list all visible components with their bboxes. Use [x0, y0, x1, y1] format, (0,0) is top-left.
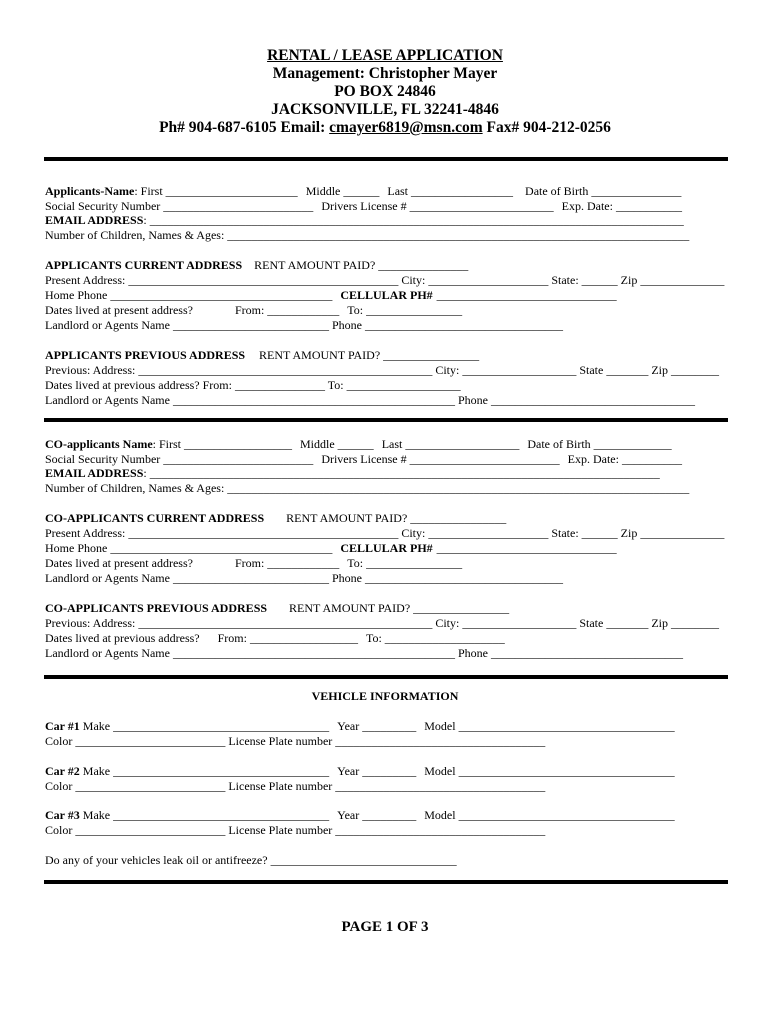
coapplicant-ssn-row [45, 452, 682, 467]
co-present-to-field[interactable]: To: ________________ [347, 556, 463, 570]
car-make-field[interactable]: Make ____________________________________ [79, 808, 330, 822]
co-previous-heading-row [45, 601, 509, 616]
co-present-address-field[interactable]: Present Address: _____________________________________________ City: ____________________ State: ______ Zip ______________ [45, 526, 725, 540]
city-line: JACKSONVILLE, FL 32241-4846 [271, 101, 499, 118]
co-current-landlord-field[interactable]: Landlord or Agents Name __________________________ Phone _________________________________ [45, 571, 563, 585]
co-dob-field[interactable]: Date of Birth _____________ [527, 437, 672, 451]
co-exp-date-field[interactable]: Exp. Date: __________ [567, 452, 682, 466]
co-email-field[interactable]: : _____________________________________________________________________________________ [143, 466, 660, 480]
first-name-field[interactable]: : First ______________________ [134, 184, 298, 198]
title-text: RENTAL / LEASE APPLICATION [267, 47, 503, 64]
divider [44, 675, 728, 679]
dob-field[interactable]: Date of Birth _______________ [525, 184, 682, 198]
applicant-children-row[interactable]: Number of Children, Names & Ages: _____________________________________________________________________________ [45, 228, 690, 242]
co-previous-from-field[interactable]: From: __________________ [217, 631, 358, 645]
phone-text: Ph# 904-687-6105 Email: [159, 119, 326, 136]
co-email-label: EMAIL ADDRESS [45, 466, 144, 480]
current-rent-field[interactable]: RENT AMOUNT PAID? _______________ [254, 258, 469, 272]
co-current-rent-field[interactable]: RENT AMOUNT PAID? ________________ [286, 511, 507, 525]
divider [44, 880, 728, 884]
previous-rent-field[interactable]: RENT AMOUNT PAID? ________________ [259, 348, 480, 362]
drivers-license-field[interactable]: Drivers License # ________________________ [321, 199, 554, 213]
applicant-name-label: Applicants-Name [45, 184, 135, 198]
previous-address-heading: APPLICANTS PREVIOUS ADDRESS [45, 348, 246, 362]
car-make-field[interactable]: Make ____________________________________ [79, 719, 330, 733]
email-field[interactable]: : _________________________________________________________________________________________ [143, 213, 684, 227]
current-address-heading: APPLICANTS CURRENT ADDRESS [45, 258, 243, 272]
current-landlord-field[interactable]: Landlord or Agents Name __________________________ Phone _________________________________ [45, 318, 563, 332]
co-current-heading-row [45, 511, 506, 526]
car-make-row [45, 764, 675, 779]
co-cellular-field[interactable]: ______________________________ [436, 541, 617, 555]
page-number: PAGE 1 OF 3 [341, 919, 429, 935]
applicant-ssn-row [45, 199, 682, 214]
present-dates-label: Dates lived at present address? [45, 303, 193, 317]
coapplicant-email-row [45, 466, 660, 481]
email-link[interactable]: cmayer6819@msn.com [329, 119, 483, 136]
car-make-field[interactable]: Make ____________________________________ [79, 764, 330, 778]
co-present-dates-label: Dates lived at present address? [45, 556, 193, 570]
divider [44, 418, 728, 422]
previous-landlord-field[interactable]: Landlord or Agents Name _______________________________________________ Phone __________________________________ [45, 393, 695, 407]
last-name-field[interactable]: Last _________________ [387, 184, 514, 198]
co-present-dates-row [45, 556, 462, 571]
co-present-from-field[interactable]: From: ____________ [234, 556, 340, 570]
previous-dates-field[interactable]: Dates lived at previous address? From: _______________ To: ___________________ [45, 378, 461, 392]
applicant-email-row [45, 213, 684, 228]
car-model-field[interactable]: Model ____________________________________ [424, 808, 675, 822]
car-year-field[interactable]: Year _________ [337, 764, 417, 778]
present-from-field[interactable]: From: ____________ [234, 303, 340, 317]
co-previous-heading: CO-APPLICANTS PREVIOUS ADDRESS [45, 601, 268, 615]
ssn-field[interactable]: Social Security Number _________________________ [45, 199, 314, 213]
car-label: Car #1 [45, 719, 80, 733]
co-ssn-field[interactable]: Social Security Number _________________________ [45, 452, 314, 466]
present-dates-row [45, 303, 462, 318]
co-previous-rent-field[interactable]: RENT AMOUNT PAID? ________________ [289, 601, 510, 615]
divider [44, 157, 728, 161]
contact-line [0, 119, 770, 137]
document-title [0, 47, 770, 65]
pobox-line: PO BOX 24846 [334, 83, 436, 100]
co-middle-name-field[interactable]: Middle ______ [300, 437, 374, 451]
co-home-phone-field[interactable]: Home Phone _____________________________________ [45, 541, 333, 555]
fax-text: Fax# 904-212-0256 [486, 119, 611, 136]
co-previous-to-field[interactable]: To: ____________________ [365, 631, 505, 645]
co-first-name-field[interactable]: : First __________________ [152, 437, 293, 451]
vehicle-leak-field[interactable]: Do any of your vehicles leak oil or antifreeze? _______________________________ [45, 853, 457, 867]
car-color-field[interactable]: Color _________________________ License Plate number ___________________________________ [45, 734, 546, 748]
previous-address-field[interactable]: Previous: Address: _________________________________________________ City: ___________________ State _______ Zip ________ [45, 363, 719, 377]
vehicle-heading: VEHICLE INFORMATION [311, 689, 459, 703]
applicant-name-row [45, 184, 681, 199]
current-address-heading-row [45, 258, 468, 273]
car-year-field[interactable]: Year _________ [337, 808, 417, 822]
cellular-label: CELLULAR PH# [340, 288, 433, 302]
car-year-field[interactable]: Year _________ [337, 719, 417, 733]
cellular-field[interactable]: ______________________________ [436, 288, 617, 302]
email-label: EMAIL ADDRESS [45, 213, 144, 227]
co-previous-dates-label: Dates lived at previous address? [45, 631, 200, 645]
co-current-heading: CO-APPLICANTS CURRENT ADDRESS [45, 511, 265, 525]
exp-date-field[interactable]: Exp. Date: ___________ [561, 199, 682, 213]
co-cellular-label: CELLULAR PH# [340, 541, 433, 555]
present-to-field[interactable]: To: ________________ [347, 303, 463, 317]
previous-address-heading-row [45, 348, 479, 363]
car-make-row [45, 719, 675, 734]
co-last-name-field[interactable]: Last ___________________ [381, 437, 520, 451]
car-color-field[interactable]: Color _________________________ License Plate number ___________________________________ [45, 823, 546, 837]
car-model-field[interactable]: Model ____________________________________ [424, 764, 675, 778]
co-previous-landlord-field[interactable]: Landlord or Agents Name _______________________________________________ Phone ________________________________ [45, 646, 683, 660]
car-label: Car #3 [45, 808, 80, 822]
present-address-field[interactable]: Present Address: _____________________________________________ City: ____________________ State: ______ Zip ______________ [45, 273, 725, 287]
car-model-field[interactable]: Model ____________________________________ [424, 719, 675, 733]
car-label: Car #2 [45, 764, 80, 778]
co-drivers-license-field[interactable]: Drivers License # _________________________ [321, 452, 560, 466]
co-previous-dates-row [45, 631, 505, 646]
coapplicant-name-label: CO-applicants Name [45, 437, 153, 451]
co-home-phone-row [45, 541, 617, 556]
car-color-field[interactable]: Color _________________________ License Plate number ___________________________________ [45, 779, 546, 793]
car-make-row [45, 808, 675, 823]
coapplicant-children-row[interactable]: Number of Children, Names & Ages: _____________________________________________________________________________ [45, 481, 690, 495]
management-line: Management: Christopher Mayer [272, 65, 498, 82]
middle-name-field[interactable]: Middle ______ [305, 184, 380, 198]
coapplicant-name-row [45, 437, 672, 452]
home-phone-field[interactable]: Home Phone _____________________________________ [45, 288, 333, 302]
home-phone-row [45, 288, 617, 303]
co-previous-address-field[interactable]: Previous: Address: _________________________________________________ City: ___________________ State _______ Zip ________ [45, 616, 719, 630]
